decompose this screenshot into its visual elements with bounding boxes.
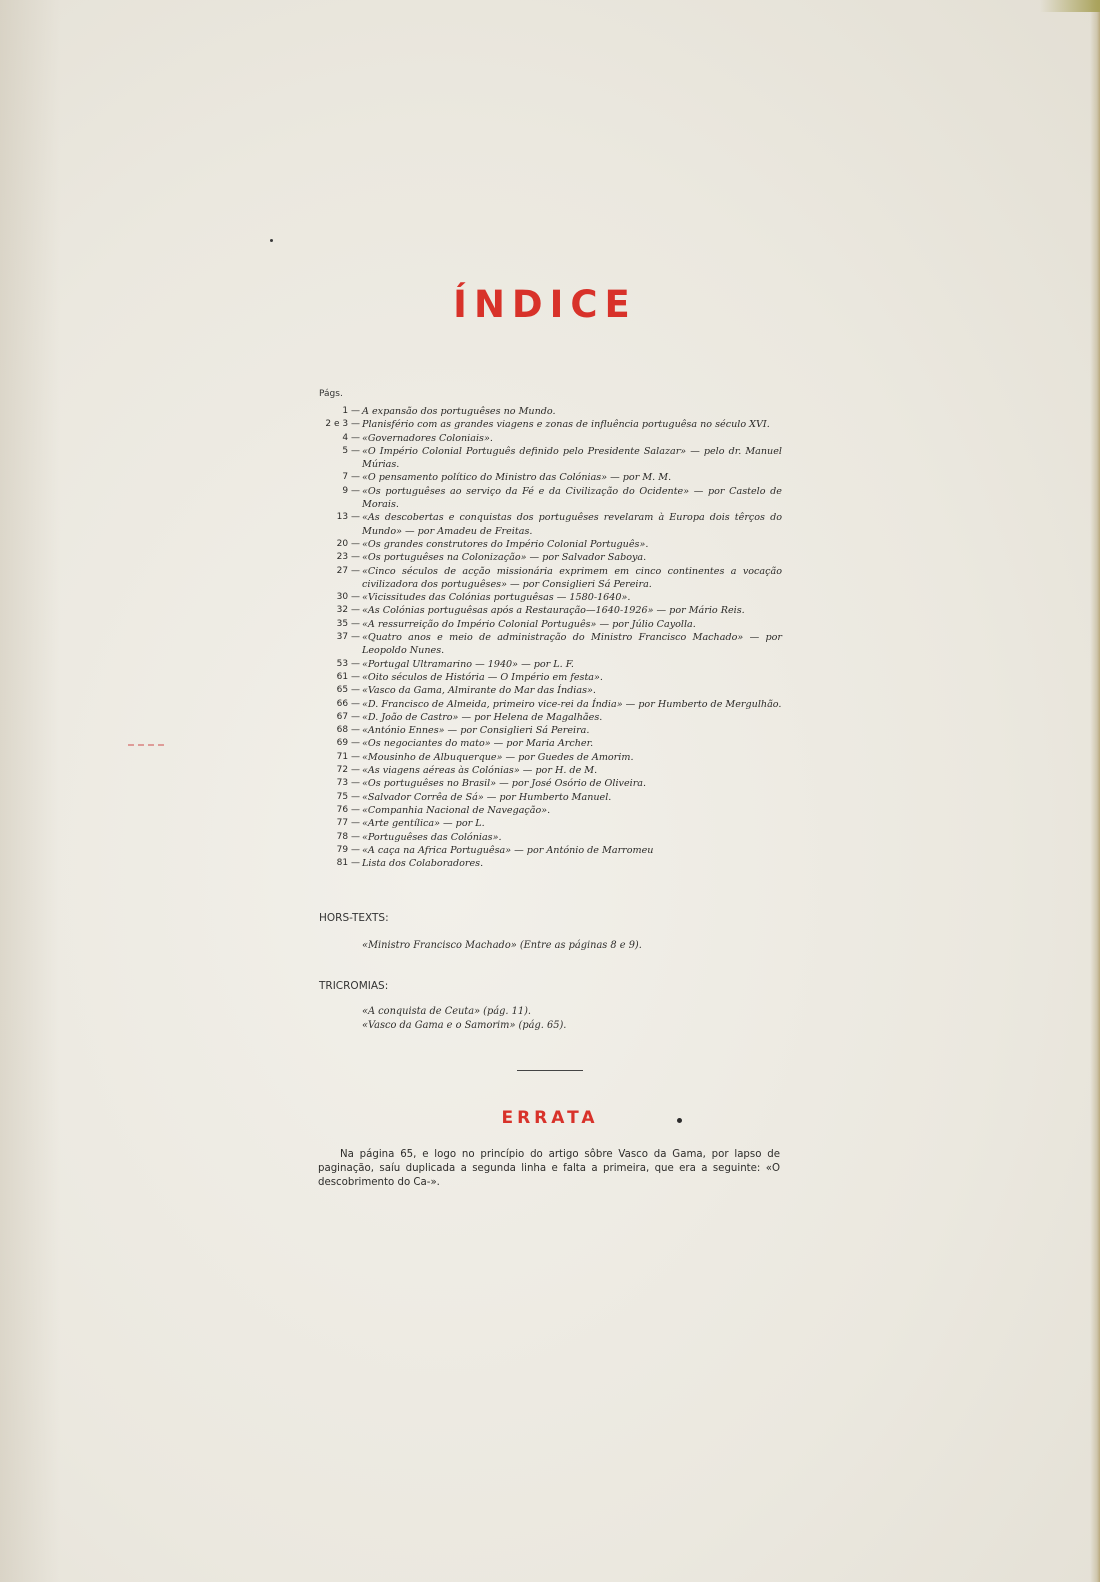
toc-entry — [310, 737, 782, 750]
toc-page-number: 4 — — [342, 432, 360, 443]
toc-page-number: 78 — — [336, 831, 360, 842]
toc-page-number: 77 — — [336, 818, 360, 829]
toc-entry-text: «A caça na Africa Portuguêsa» — por António de Marromeu — [362, 844, 654, 856]
toc-page-number: 76 — — [336, 804, 360, 815]
red-smudge — [128, 744, 168, 746]
toc-entry-text: «António Ennes» — por Consiglieri Sá Pereira. — [362, 725, 590, 737]
toc-page-number: 23 — — [336, 552, 360, 563]
toc-entry — [310, 671, 782, 684]
table-of-contents — [310, 405, 782, 870]
toc-entry — [310, 724, 782, 737]
toc-entry — [310, 405, 782, 418]
toc-entry — [310, 804, 782, 817]
toc-entry — [310, 604, 782, 617]
page-edge — [1090, 0, 1100, 1582]
toc-page-number: 37 — — [336, 632, 360, 643]
toc-entry — [310, 698, 782, 711]
toc-page-number: 73 — — [336, 778, 360, 789]
toc-entry-text: «Arte gentílica» — por L. — [362, 818, 485, 830]
toc-entry — [310, 817, 782, 830]
toc-page-number: 7 — — [342, 472, 360, 483]
page-edge-top — [1040, 0, 1100, 12]
toc-page-number: 35 — — [336, 618, 360, 629]
toc-page-number: 61 — — [336, 671, 360, 682]
toc-entry — [310, 618, 782, 631]
toc-entry — [310, 432, 782, 445]
toc-entry — [310, 485, 782, 512]
toc-page-number: 71 — — [336, 751, 360, 762]
toc-entry-text: «O Império Colonial Português definido pelo Presidente Salazar» — pelo dr. Manuel Múrias. — [362, 445, 782, 471]
toc-entry-text: «Companhia Nacional de Navegação». — [362, 804, 551, 816]
toc-entry-text: «As descobertas e conquistas dos portuguêses revelaram à Europa dois têrços do Mundo» — por Amadeu de Freitas. — [362, 512, 782, 537]
toc-page-number: 13 — — [336, 512, 360, 523]
toc-entry — [310, 471, 782, 484]
tricromias-item: «A conquista de Ceuta» (pág. 11). — [362, 1006, 532, 1017]
toc-entry — [310, 791, 782, 804]
toc-page-number: 69 — — [336, 738, 360, 749]
toc-entry-text: «D. João de Castro» — por Helena de Magalhães. — [362, 711, 603, 723]
toc-entry-text: «As viagens aéreas às Colónias» — por H. de M. — [362, 765, 598, 777]
toc-entry-text: «Governadores Coloniais». — [362, 432, 493, 444]
hors-texts-heading: HORS-TEXTS: — [319, 912, 389, 924]
toc-entry — [310, 844, 782, 857]
toc-entry-text: «A ressurreição do Império Colonial Português» — por Júlio Cayolla. — [362, 618, 696, 630]
toc-entry-text: «Vasco da Gama, Almirante do Mar das Índias». — [362, 685, 596, 697]
ink-speck — [270, 239, 273, 242]
toc-entry-text: «Vicissitudes das Colónias portuguêsas — 1580-1640». — [362, 592, 631, 604]
toc-page-number: 66 — — [336, 698, 360, 709]
toc-page-number: 5 — — [342, 445, 360, 456]
toc-entry — [310, 658, 782, 671]
toc-page-number: 30 — — [336, 592, 360, 603]
errata-title: ERRATA — [501, 1108, 599, 1128]
toc-page-number: 67 — — [336, 711, 360, 722]
toc-entry-text: «Os portuguêses no Brasil» — por José Osório de Oliveira. — [362, 778, 647, 790]
toc-entry — [310, 418, 782, 431]
pages-label: Págs. — [319, 389, 343, 399]
ink-dot — [677, 1118, 682, 1123]
toc-entry-text: «Portuguêses das Colónias». — [362, 831, 502, 843]
toc-entry — [310, 565, 782, 592]
toc-page-number: 81 — — [336, 858, 360, 869]
toc-entry-text: Planisfério com as grandes viagens e zonas de influência portuguêsa no século XVI. — [362, 419, 770, 431]
toc-entry — [310, 591, 782, 604]
toc-entry-text: A expansão dos portuguêses no Mundo. — [362, 406, 556, 417]
toc-entry-text: «Oito séculos de História — O Império em festa». — [362, 671, 603, 683]
divider-rule — [517, 1070, 583, 1071]
toc-entry-text: «Os negociantes do mato» — por Maria Archer. — [362, 738, 594, 750]
toc-entry — [310, 751, 782, 764]
toc-page-number: 65 — — [336, 685, 360, 696]
toc-page-number: 79 — — [336, 844, 360, 855]
toc-entry — [310, 551, 782, 564]
toc-entry — [310, 857, 782, 870]
toc-entry-text: «Os portuguêses ao serviço da Fé e da Civilização do Ocidente» — por Castelo de Morais. — [362, 485, 782, 511]
toc-entry-text: «O pensamento político do Ministro das Colónias» — por M. M. — [362, 472, 672, 484]
toc-page-number: 53 — — [336, 658, 360, 669]
toc-entry-text: «Cinco séculos de acção missionária exprimem em cinco continentes a vocação civilizadora dos portuguêses» — por Consiglieri Sá Pereira. — [362, 565, 782, 590]
toc-page-number: 72 — — [336, 765, 360, 776]
toc-page-number: 68 — — [336, 725, 360, 736]
toc-entry-text: «Os grandes construtores do Império Colonial Português». — [362, 538, 649, 550]
toc-entry-text: «Salvador Corrêa de Sá» — por Humberto Manuel. — [362, 791, 612, 803]
index-title: ÍNDICE — [453, 283, 637, 326]
hors-texts-item: «Ministro Francisco Machado» (Entre as páginas 8 e 9). — [362, 940, 642, 951]
tricromias-item: «Vasco da Gama e o Samorim» (pág. 65). — [362, 1020, 567, 1031]
toc-entry — [310, 764, 782, 777]
toc-entry-text: «As Colónias portuguêsas após a Restauração—1640-1926» — por Mário Reis. — [362, 605, 745, 617]
toc-page-number: 20 — — [336, 538, 360, 549]
toc-page-number: 32 — — [336, 605, 360, 616]
toc-page-number: 9 — — [342, 485, 360, 496]
toc-entry — [310, 445, 782, 472]
toc-entry-text: «D. Francisco de Almeida, primeiro vice-rei da Índia» — por Humberto de Mergulhão. — [362, 698, 782, 710]
toc-entry-text: «Os portuguêses na Colonização» — por Salvador Saboya. — [362, 552, 647, 564]
toc-page-number: 75 — — [336, 791, 360, 802]
toc-entry — [310, 538, 782, 551]
toc-entry — [310, 777, 782, 790]
toc-entry — [310, 684, 782, 697]
toc-entry-text: «Mousinho de Albuquerque» — por Guedes de Amorim. — [362, 751, 634, 763]
toc-entry — [310, 511, 782, 538]
toc-page-number: 1 — — [342, 406, 360, 416]
toc-entry — [310, 631, 782, 658]
toc-entry-text: «Portugal Ultramarino — 1940» — por L. F. — [362, 658, 574, 670]
toc-entry — [310, 711, 782, 724]
toc-page-number: 2 e 3 — — [325, 419, 360, 430]
toc-entry-text: Lista dos Colaboradores. — [362, 858, 484, 870]
errata-text: Na página 65, e logo no princípio do artigo sôbre Vasco da Gama, por lapso de paginação, saíu duplicada a segunda linha e falta a primeira, que era a seguinte: «O descobrimento do Ca-». — [318, 1149, 780, 1188]
tricromias-heading: TRICROMIAS: — [319, 980, 389, 992]
toc-page-number: 27 — — [336, 565, 360, 576]
toc-entry-text: «Quatro anos e meio de administração do Ministro Francisco Machado» — por Leopoldo Nunes. — [362, 632, 782, 657]
toc-entry — [310, 831, 782, 844]
